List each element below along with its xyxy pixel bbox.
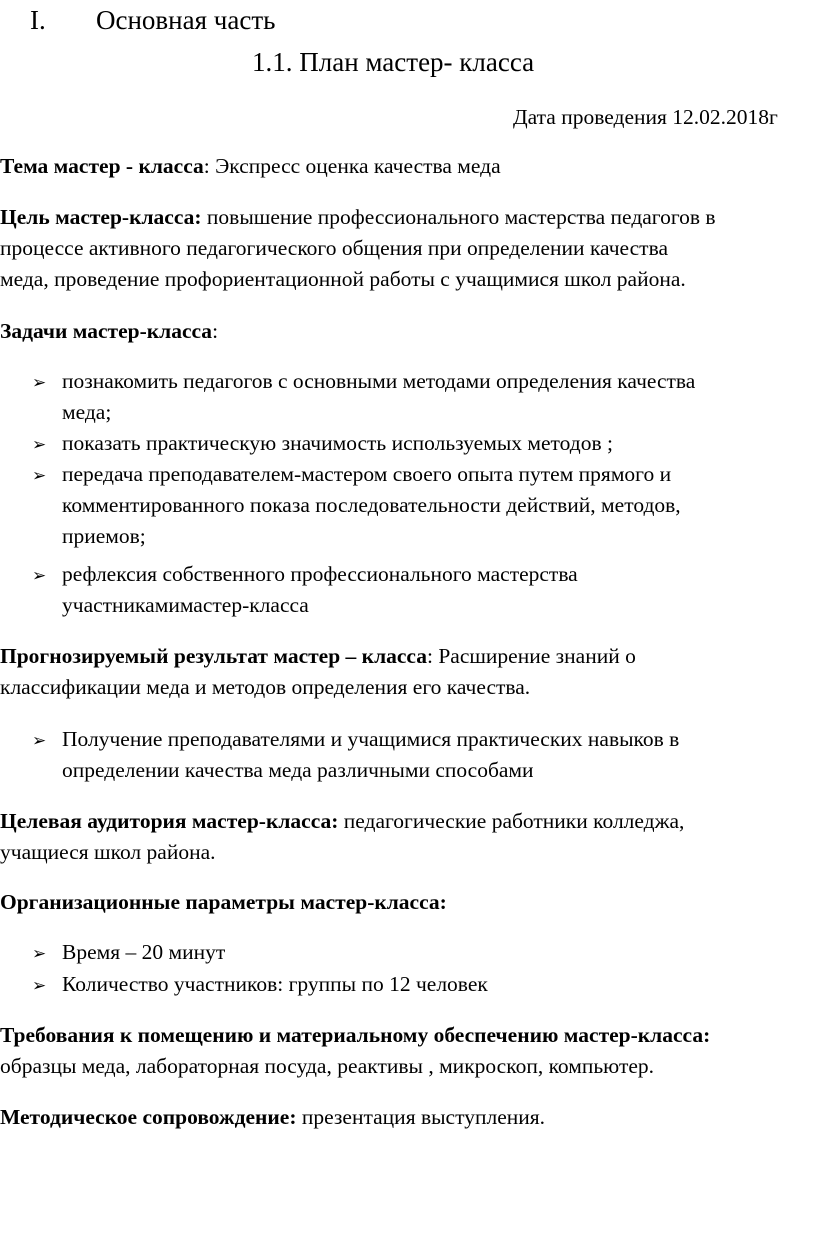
goal-paragraph — [0, 202, 816, 295]
result-paragraph — [0, 641, 816, 703]
params-heading — [0, 887, 816, 918]
result-label: Прогнозируемый результат мастер – класса — [0, 644, 427, 668]
audience-label: Целевая аудитория мастер-класса: — [0, 809, 339, 833]
subsection-title: 1.1. План мастер- класса — [252, 47, 535, 77]
audience-line-2: учащиеся школ района. — [0, 840, 216, 864]
result-line-2: классификации меда и методов определения его качества. — [0, 675, 531, 699]
audience-line-1: педагогические работники колледжа, — [338, 809, 685, 833]
params-label: Организационные параметры мастер-класса: — [0, 890, 447, 914]
goal-line-1: повышение профессионального мастерства педагогов в — [201, 205, 716, 229]
date-line: Дата проведения 12.02.2018г — [513, 105, 778, 129]
section-title: Основная часть — [96, 5, 276, 35]
support-label: Методическое сопровождение: — [0, 1105, 297, 1129]
topic-paragraph — [0, 151, 816, 182]
list-item: показать практическую значимость используемых методов ; — [62, 431, 613, 455]
requirements-label: Требования к помещению и материальному обеспечению мастер-класса: — [0, 1023, 711, 1047]
support-text: презентация выступления. — [296, 1105, 546, 1129]
tasks-colon: : — [212, 319, 219, 343]
list-item: Количество участников: группы по 12 человек — [62, 972, 488, 996]
bullet-icon: ➢ — [32, 566, 47, 585]
support-paragraph — [0, 1102, 816, 1133]
requirements-paragraph — [0, 1020, 816, 1082]
tasks-label: Задачи мастер-класса — [0, 319, 213, 343]
topic-text: : Экспресс оценка качества меда — [203, 154, 501, 178]
list-item: передача преподавателем-мастером своего опыта путем прямого и комментированного показа последовательности действий, методов, приемов; — [62, 462, 681, 548]
list-item: познакомить педагогов с основными методами определения качества меда; — [62, 369, 696, 424]
goal-line-2: процессе активного педагогического общения при определении качества — [0, 236, 668, 260]
result-line-1: : Расширение знаний о — [426, 644, 636, 668]
bullet-icon: ➢ — [32, 373, 47, 392]
requirements-line-2: образцы меда, лабораторная посуда, реактивы , микроскоп, компьютер. — [0, 1054, 655, 1078]
topic-label: Тема мастер - класса — [0, 154, 204, 178]
audience-paragraph — [0, 806, 816, 868]
bullet-icon: ➢ — [32, 435, 47, 454]
section-number: I. — [30, 5, 46, 35]
goal-line-3: меда, проведение профориентационной работы с учащимися школ района. — [0, 267, 686, 291]
bullet-icon: ➢ — [32, 976, 47, 995]
goal-label: Цель мастер-класса: — [0, 205, 202, 229]
tasks-heading — [0, 316, 816, 347]
list-item: Время – 20 минут — [62, 940, 226, 964]
list-item: рефлексия собственного профессионального мастерства участникамимастер-класса — [62, 562, 578, 617]
bullet-icon: ➢ — [32, 731, 47, 750]
bullet-icon: ➢ — [32, 944, 47, 963]
list-item: Получение преподавателями и учащимися практических навыков в определении качества меда различными способами — [62, 727, 680, 782]
bullet-icon: ➢ — [32, 466, 47, 485]
